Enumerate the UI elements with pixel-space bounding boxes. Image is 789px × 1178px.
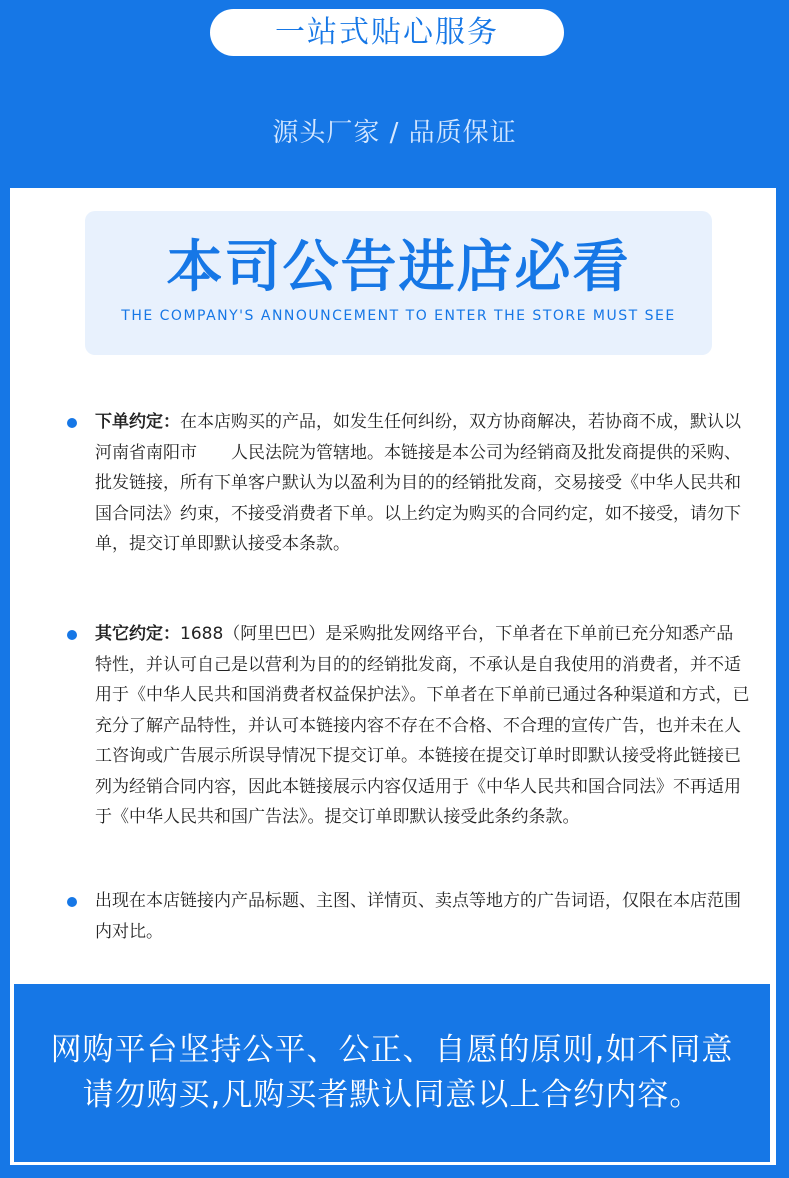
term-item-ad-words [95, 886, 750, 947]
bullet-icon [67, 418, 77, 428]
announcement-title: 本司公告进店必看 [166, 235, 631, 300]
term-item-order [95, 407, 775, 560]
term-text: 出现在本店链接内产品标题、主图、详情页、卖点等地方的广告词语，仅限在本店范围内对比。 [95, 891, 741, 942]
announcement-banner [85, 211, 712, 355]
header-subtitle: 源头厂家 / 品质保证 [272, 118, 517, 148]
header-band [0, 0, 789, 172]
term-text: 在本店购买的产品，如发生任何纠纷，双方协商解决，若协商不成，默认以 河南省南阳市 人民法院为管辖地。本链接是本公司为经销商及批发商提供的采购、批发链接，所有下单客户默认为以盈利为目的的经销批发商，交易接受《中华人民共和国合同法》约束，不接受消费者下单。以上约定为购买的合同约定，如不接受，请勿下单，提交订单即默认接受本条款。 [95, 412, 775, 554]
bullet-icon [67, 630, 77, 640]
footer-text: 网购平台坚持公平、公正、自愿的原则,如不同意请勿购买,凡购买者默认同意以上合约内容。 [50, 1032, 734, 1113]
term-label: 下单约定： [95, 412, 180, 432]
term-text: 1688（阿里巴巴）是采购批发网络平台，下单者在下单前已充分知悉产品特性，并认可自己是以营利为目的的经销批发商，不承认是自我使用的消费者，并不适用于《中华人民共和国消费者权益保护法》。下单者在下单前已通过各种渠道和方式，已充分了解产品特性，并认可本链接内容不存在不合格、不合理的宣传广告，也并未在人工咨询或广告展示所误导情况下提交订单。本链接在提交订单时即默认接受将此链接已列为经销合同内容，因此本链接展示内容仅适用于《中华人民共和国合同法》不再适用于《中华人民共和国广告法》。提交订单即默认接受此条约条款。 [95, 624, 750, 827]
term-label: 其它约定： [95, 624, 180, 644]
announcement-subtitle: THE COMPANY'S ANNOUNCEMENT TO ENTER THE STORE MUST SEE [121, 308, 676, 324]
footer-notice [14, 984, 770, 1162]
term-item-other [95, 619, 750, 833]
header-pill: 一站式贴心服务 [210, 9, 564, 56]
bullet-icon [67, 897, 77, 907]
announcement-panel [10, 188, 776, 1165]
